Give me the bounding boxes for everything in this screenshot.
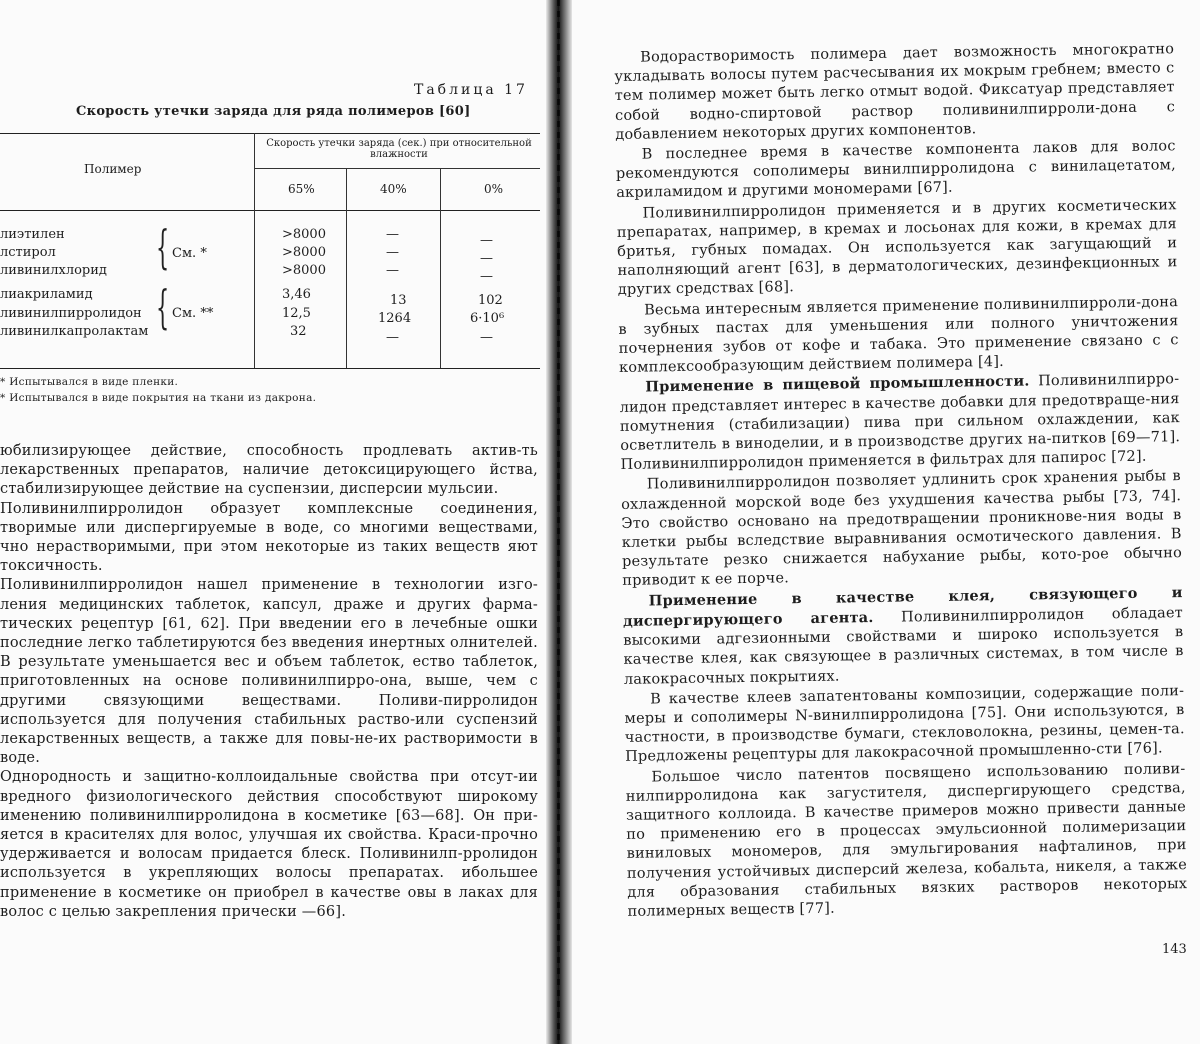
brace: { xyxy=(156,220,170,274)
table-bottom-rule xyxy=(0,368,540,369)
group-note: См. ** xyxy=(172,306,214,321)
col-group-header: Скорость утечки заряда (сек.) при относительной влажности xyxy=(266,138,532,160)
section-paragraph-adhesive: Применение в качестве клея, связующего и диспергирующего агента. Поливинилпирролидон обладает высокими адгезионными свойствами и широко используется в качестве клея, как связующее в различных системах, в том числе в лакокрасочных покрытиях. xyxy=(622,583,1184,688)
page-number: 143 xyxy=(1162,942,1187,957)
table-row-polymer: лиэтилен xyxy=(0,227,65,242)
left-page xyxy=(0,0,548,1044)
table-caption: Скорость утечки заряда для ряда полимеров [60] xyxy=(76,104,471,119)
cell-40: — xyxy=(386,245,399,260)
paragraph: В последнее время в качестве компонента лаков для волос рекомендуются сополимеры винилпирролидона с винилацетатом, акриламидом и другими мономерами [67]. xyxy=(615,138,1177,202)
left-body-text xyxy=(0,442,538,922)
col-0-header: 0% xyxy=(484,182,504,196)
section-heading: Применение в качестве клея, связующего и диспергирующего агента. xyxy=(622,583,1183,630)
col-65-header: 65% xyxy=(288,182,315,196)
paragraph: Поливинилпирролидон нашел применение в технологии изго-ления медицинских таблеток, капсул, драже и других фарма-тических рецептур [61, 62]. При введении его в лечебные ошки последние легко таблетируются без введения инертных олнителей. В результате уменьшается вес и объем таблеток, ество таблеток, приготовленных на основе поливинилпирро-она, выше, чем с другими связующими веществами. Поливи-пирролидон используется для получения стабильных раство-или суспензий лекарственных веществ, а также для повы-не-их растворимости в воде. xyxy=(0,577,538,767)
table-vline xyxy=(346,168,347,368)
cell-0: — xyxy=(480,233,493,248)
cell-40: 13 xyxy=(390,293,407,308)
table-number: Таблица 17 xyxy=(414,82,528,98)
brace: { xyxy=(156,280,170,334)
cell-65: 12,5 xyxy=(282,306,311,321)
cell-0: 6·10⁶ xyxy=(470,311,505,326)
book-gutter xyxy=(546,0,572,1044)
right-body-text xyxy=(614,39,1188,922)
paragraph: Весьма интересным является применение поливинилпирроли-дона в зубных пастах для уменьшения или полного уничтожения почернения зубов от кофе и табака. Это применение связано с с комплексообразующим действием полимера [4]. xyxy=(618,293,1179,377)
table-row-polymer: ливинилхлорид xyxy=(0,263,107,278)
table-vline xyxy=(254,133,255,368)
cell-0: — xyxy=(480,251,493,266)
section-paragraph-food: Применение в пищевой промышленности. Поливинилпирро-лидон представляет интерес в качестве добавки для предотвраще-ния помутнения (стабилизации) пива при сильном охлаждении, как осветлитель в виноделии, и в производстве других на-питков [69—71]. Поливинилпирролидон применяется в фильтрах для папирос [72]. xyxy=(619,371,1181,474)
paragraph: юбилизирующее действие, способность продлевать актив-ть лекарственных препаратов, наличие детоксицирующего йства, стабилизирующее действие на суспензии, дисперсии мульсии. xyxy=(0,443,538,498)
paragraph: Поливинилпирролидон применяется и в других косметических препаратах, например, в кремах и лосьонах для кожи, в кремах для бритья, губных помадах. Он используется как загущающий и наполняющий агент [63], в дерматологических, дезинфекционных и других средствах [68]. xyxy=(616,196,1178,299)
cell-40: — xyxy=(386,330,399,345)
table-top-rule xyxy=(0,133,540,134)
cell-65: 32 xyxy=(290,324,307,339)
cell-40: — xyxy=(386,263,399,278)
cell-65: >8000 xyxy=(282,245,326,260)
cell-65: >8000 xyxy=(282,263,326,278)
table-row-polymer: ливинилпирролидон xyxy=(0,306,142,321)
cell-0: — xyxy=(480,269,493,284)
cell-0: 102 xyxy=(478,293,503,308)
paragraph: Водорастворимость полимера дает возможность многократно укладывать волосы путем расчесывания их мокрым гребнем; вместо с тем полимер может быть легко отмыт водой. Фиксатуар представляет собой водно-спиртовой раствор поливинилпирроли-дона с добавлением некоторых других компонентов. xyxy=(614,41,1176,143)
cell-40: 1264 xyxy=(378,311,412,326)
section-heading: Применение в пищевой промышленности. xyxy=(645,372,1030,397)
cell-65: >8000 xyxy=(282,227,326,242)
table-row-polymer: лстирол xyxy=(0,245,56,260)
cell-65: 3,46 xyxy=(282,287,311,302)
footnote: * Испытывался в виде пленки. xyxy=(0,376,179,388)
paragraph: Однородность и защитно-коллоидальные свойства при отсут-ии вредного физиологического действия способствуют широкому именению поливинилпирролидона в косметике [63—68]. Он при-яется в красителях для волос, улучшая их свойства. Краси-прочно удерживается и волосам придается блеск. Поливинилп-рролидон используется в укрепляющих волосы препаратах. ибольшее применение в косметике он приобрел в качестве овы в лаках для волос с целью закрепления прически —66]. xyxy=(0,769,538,920)
table-row-polymer: ливинилкапролактам xyxy=(0,324,149,339)
table-subheader-rule xyxy=(254,168,540,169)
paragraph: Поливинилпирролидон позволяет удлинить срок хранения рыбы в охлажденной морской воде без ухудшения качества рыбы [73, 74]. Это свойство основано на предотвращении проникнове-ния воды в клетки рыбы вследствие выравнивания осмотического давления. В результате резко снижается набухание рыбы, кото-рое обычно приводит к ее порче. xyxy=(621,468,1183,590)
paragraph: Поливинилпирролидон образует комплексные соединения, творимые или диспергируемые в воде, со многими веществами, чно нерастворимыми, при этом некоторые из таких веществ яют токсичность. xyxy=(0,500,538,575)
paragraph: Большое число патентов посвящено использованию поливи-нилпирролидона как загустителя, диспергирующего средства, защитного коллоида. В качестве примеров можно привести данные по применению его в процессах эмульсионной полимеризации виниловых мономеров, для эмульгирования нафталинов, при получения устойчивых дисперсий железа, кобальта, никеля, а также для образования стабильных вязких растворов некоторых полимерных веществ [77]. xyxy=(625,760,1188,920)
table-row-polymer: лиакриламид xyxy=(0,287,93,302)
table-header-rule xyxy=(0,210,540,211)
right-page xyxy=(572,0,1200,1044)
group-note: См. * xyxy=(172,246,207,261)
col-40-header: 40% xyxy=(380,182,407,196)
cell-40: — xyxy=(386,227,399,242)
paragraph: В качестве клеев запатентованы композиции, содержащие поли-меры и сополимеры N-винилпирролидона [75]. Они используются, в частности, в производстве бумаги, стекловолокна, резины, цемен-та. Предложены рецептуры для лакокрасочной промышленно-сти [76]. xyxy=(624,682,1185,766)
footnote: * Испытывался в виде покрытия на ткани из дакрона. xyxy=(0,392,317,404)
col-polymer-header: Полимер xyxy=(84,162,142,176)
cell-0: — xyxy=(480,330,493,345)
table-vline xyxy=(440,168,441,368)
